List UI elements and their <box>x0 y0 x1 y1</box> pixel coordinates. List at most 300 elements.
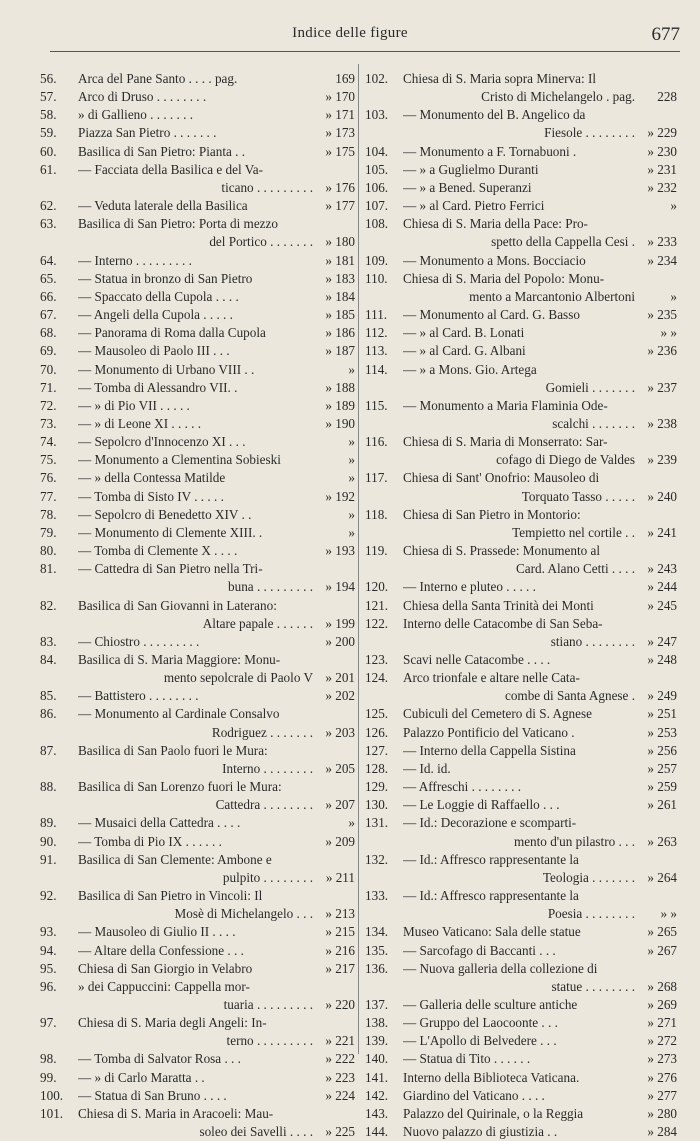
entry-title: Arca del Pane Santo . . . . pag. <box>78 71 238 86</box>
entry-title-continuation: Altare papale . . . . . . <box>202 615 313 631</box>
entry-number: 110. <box>365 270 388 286</box>
entry-page-ref: 228 <box>657 89 677 105</box>
index-entry <box>40 161 355 197</box>
entry-number: 103. <box>365 107 389 123</box>
entry-number: 112. <box>365 325 388 341</box>
index-entry <box>40 397 355 415</box>
entry-page-ref: » 207 <box>325 797 355 813</box>
entry-title-continuation: spetto della Cappella Cesi . <box>491 234 635 250</box>
entry-title: — Cattedra di San Pietro nella Tri- <box>78 561 263 577</box>
entry-title-continuation: Teologia . . . . . . . <box>542 869 635 885</box>
entry-page-ref: » 261 <box>647 797 677 813</box>
entry-number: 141. <box>365 1069 389 1085</box>
entry-number: 120. <box>365 579 389 595</box>
entry-page-ref: » <box>348 470 355 486</box>
column-divider <box>358 64 359 1054</box>
entry-number: 60. <box>40 143 57 159</box>
index-entry <box>40 923 355 941</box>
index-entry <box>365 996 677 1014</box>
entry-title-continuation: terno . . . . . . . . . <box>226 1033 313 1049</box>
entry-title: — Sepolcro d'Innocenzo XI . . . <box>78 434 246 450</box>
entry-number: 100. <box>40 1087 64 1103</box>
entry-page-ref: » 236 <box>647 343 677 359</box>
entry-title-continuation: Poesia . . . . . . . . <box>547 906 635 922</box>
entry-page-ref: » 223 <box>325 1069 355 1085</box>
index-entry <box>40 342 355 360</box>
entry-number: 121. <box>365 597 389 613</box>
entry-title: Chiesa di S. Maria sopra Minerva: Il <box>403 71 597 86</box>
entry-title: — Id.: Affresco rappresentante la <box>403 851 579 867</box>
index-entry <box>365 161 677 179</box>
index-entry <box>40 542 355 560</box>
entry-title: Chiesa di S. Maria della Pace: Pro- <box>403 216 588 232</box>
entry-title: — Spaccato della Cupola . . . . <box>78 288 239 304</box>
entry-page-ref: » 249 <box>647 688 677 704</box>
entry-page-ref: » 247 <box>647 633 677 649</box>
entry-number: 134. <box>365 924 389 940</box>
entry-title: Basilica di San Lorenzo fuori le Mura: <box>78 779 282 795</box>
index-entry <box>40 306 355 324</box>
entry-page-ref: » 241 <box>647 524 677 540</box>
entry-page-ref: » 256 <box>647 742 677 758</box>
entry-number: 70. <box>40 361 57 377</box>
entry-number: 69. <box>40 343 57 359</box>
entry-number: 68. <box>40 325 57 341</box>
index-entry <box>40 70 355 88</box>
entry-title: — » a Bened. Superanzi <box>403 179 532 195</box>
entry-title-continuation: Tempietto nel cortile . . <box>512 524 635 540</box>
entry-title-continuation: Fiesole . . . . . . . . <box>544 125 635 141</box>
index-entry <box>40 960 355 978</box>
entry-title-continuation: soleo dei Savelli . . . . <box>199 1124 313 1140</box>
index-entry <box>365 469 677 505</box>
entry-number: 107. <box>365 198 389 214</box>
index-entry <box>365 252 677 270</box>
entry-title: — Tomba di Alessandro VII. . <box>78 379 238 395</box>
entry-page-ref: » 248 <box>647 652 677 667</box>
entry-page-ref: » 193 <box>325 543 355 559</box>
entry-title: Basilica di San Pietro: Porta di mezzo <box>78 216 278 232</box>
entry-number: 80. <box>40 543 57 559</box>
index-entry <box>365 960 677 996</box>
index-entry <box>40 687 355 705</box>
entry-page-ref: » 194 <box>325 579 355 595</box>
entry-title: Interno della Biblioteca Vaticana. <box>403 1069 580 1085</box>
entry-title: Arco di Druso . . . . . . . . <box>78 89 207 105</box>
index-entry <box>365 197 677 215</box>
index-column-right <box>365 70 677 1141</box>
entry-number: 126. <box>365 724 389 740</box>
index-entry <box>365 106 677 142</box>
entry-page-ref: » 175 <box>325 143 355 159</box>
entry-page-ref: » 269 <box>647 996 677 1012</box>
entry-number: 98. <box>40 1051 57 1067</box>
entry-page-ref: » 233 <box>647 234 677 250</box>
index-entry <box>365 1105 677 1123</box>
index-entry <box>40 1105 355 1141</box>
entry-number: 133. <box>365 888 389 904</box>
entry-title: Basilica di S. Maria Maggiore: Monu- <box>78 652 281 667</box>
entry-number: 89. <box>40 815 57 831</box>
entry-title: Palazzo del Quirinale, o la Reggia <box>403 1105 584 1121</box>
entry-title: — Interno . . . . . . . . . <box>78 252 192 268</box>
entry-number: 102. <box>365 71 389 86</box>
entry-page-ref: » 265 <box>647 924 677 940</box>
index-entry <box>365 215 677 251</box>
index-entry <box>365 270 677 306</box>
entry-number: 132. <box>365 851 389 867</box>
index-entry <box>365 923 677 941</box>
entry-number: 114. <box>365 361 388 377</box>
entry-title: — » al Card. B. Lonati <box>403 325 525 341</box>
entry-number: 61. <box>40 161 57 177</box>
entry-title: — Monumento a F. Tornabuoni . <box>403 143 577 159</box>
entry-page-ref: » <box>670 198 677 214</box>
entry-number: 118. <box>365 506 388 522</box>
index-entry <box>365 70 677 106</box>
entry-page-ref: » 215 <box>325 924 355 940</box>
entry-page-ref: » 267 <box>647 942 677 958</box>
entry-number: 57. <box>40 89 57 105</box>
entry-title: Basilica di San Giovanni in Laterano: <box>78 597 277 613</box>
entry-title: — Facciata della Basilica e del Va- <box>78 161 264 177</box>
entry-number: 93. <box>40 924 57 940</box>
entry-title: — » di Carlo Maratta . . <box>78 1069 205 1085</box>
entry-number: 58. <box>40 107 57 123</box>
entry-page-ref: » » <box>660 906 677 922</box>
entry-page-ref: » 202 <box>325 688 355 704</box>
entry-number: 125. <box>365 706 389 722</box>
index-entry <box>40 288 355 306</box>
entry-title: — Altare della Confessione . . . <box>78 942 244 958</box>
entry-page-ref: » 235 <box>647 307 677 323</box>
entry-page-ref: » 209 <box>325 833 355 849</box>
entry-title-continuation: Torquato Tasso . . . . . <box>521 488 635 504</box>
entry-page-ref: » 203 <box>325 724 355 740</box>
entry-title: — Monumento del B. Angelico da <box>403 107 586 123</box>
entry-number: 130. <box>365 797 389 813</box>
entry-title: — Chiostro . . . . . . . . . <box>78 633 200 649</box>
entry-page-ref: » 225 <box>325 1124 355 1140</box>
entry-number: 82. <box>40 597 57 613</box>
index-entry <box>40 978 355 1014</box>
index-entry <box>40 560 355 596</box>
index-entry <box>40 415 355 433</box>
entry-number: 79. <box>40 524 57 540</box>
index-entry <box>40 143 355 161</box>
index-entry <box>365 705 677 723</box>
entry-number: 122. <box>365 615 389 631</box>
entry-title: Piazza San Pietro . . . . . . . <box>78 125 217 141</box>
entry-title: — Statua di Tito . . . . . . <box>403 1051 531 1067</box>
index-entry <box>40 597 355 633</box>
entry-title: — Monumento a Mons. Bocciacio <box>403 252 586 268</box>
index-entry <box>40 106 355 124</box>
entry-page-ref: » 190 <box>325 415 355 431</box>
entry-title: — » della Contessa Matilde <box>78 470 226 486</box>
entry-number: 94. <box>40 942 57 958</box>
entry-title-continuation: tuaria . . . . . . . . . <box>223 996 313 1012</box>
entry-page-ref: » 268 <box>647 978 677 994</box>
entry-title: — Battistero . . . . . . . . <box>78 688 199 704</box>
page-header <box>0 0 700 52</box>
entry-page-ref: » 176 <box>325 179 355 195</box>
entry-title: — Monumento a Maria Flaminia Ode- <box>403 397 608 413</box>
entry-page-ref: » 224 <box>325 1087 355 1103</box>
entry-number: 87. <box>40 742 57 758</box>
entry-title-continuation: Card. Alano Cetti . . . . <box>515 561 635 577</box>
entry-page-ref: » 251 <box>647 706 677 722</box>
entry-page-ref: » 185 <box>325 307 355 323</box>
entry-number: 95. <box>40 960 57 976</box>
index-entry <box>40 1069 355 1087</box>
entry-page-ref: » 192 <box>325 488 355 504</box>
entry-page-ref: » 244 <box>647 579 677 595</box>
entry-page-ref: » 217 <box>325 960 355 976</box>
entry-number: 128. <box>365 760 389 776</box>
entry-number: 136. <box>365 960 389 976</box>
entry-page-ref: » 201 <box>325 670 355 686</box>
entry-page-ref: » <box>348 815 355 831</box>
entry-page-ref: » <box>348 524 355 540</box>
entry-title: — Monumento a Clementina Sobieski <box>78 452 281 468</box>
entry-title-continuation: pulpito . . . . . . . . <box>222 869 313 885</box>
entry-page-ref: » 229 <box>647 125 677 141</box>
index-entry <box>365 342 677 360</box>
index-entry <box>365 1069 677 1087</box>
entry-number: 105. <box>365 161 389 177</box>
entry-title: Chiesa di Sant' Onofrio: Mausoleo di <box>403 470 600 486</box>
entry-page-ref: » 183 <box>325 270 355 286</box>
entry-title: — Affreschi . . . . . . . . <box>403 779 522 795</box>
entry-title: Nuovo palazzo di giustizia . . <box>403 1124 558 1140</box>
index-entry <box>365 615 677 651</box>
index-entry <box>40 506 355 524</box>
entry-number: 142. <box>365 1087 389 1103</box>
entry-number: 123. <box>365 652 389 667</box>
entry-title: — Monumento al Card. G. Basso <box>403 307 580 323</box>
entry-title-continuation: del Portico . . . . . . . <box>209 234 313 250</box>
entry-number: 111. <box>365 307 388 323</box>
entry-number: 74. <box>40 434 57 450</box>
entry-number: 106. <box>365 179 389 195</box>
entry-title-continuation: mento sepolcrale di Paolo V <box>163 670 313 686</box>
entry-title: — Sarcofago di Baccanti . . . <box>403 942 556 958</box>
entry-number: 56. <box>40 71 57 86</box>
entry-title: — » al Card. G. Albani <box>403 343 526 359</box>
entry-page-ref: » 277 <box>647 1087 677 1103</box>
index-entry <box>365 851 677 887</box>
index-entry <box>40 1050 355 1068</box>
entry-title: — » al Card. Pietro Ferrici <box>403 198 545 214</box>
entry-page-ref: » 253 <box>647 724 677 740</box>
entry-number: 140. <box>365 1051 389 1067</box>
entry-number: 83. <box>40 633 57 649</box>
index-entry <box>365 1014 677 1032</box>
entry-title-continuation: combe di Santa Agnese . <box>504 688 635 704</box>
index-entry <box>365 1032 677 1050</box>
index-entry <box>365 597 677 615</box>
index-entry <box>40 778 355 814</box>
index-entry <box>365 542 677 578</box>
entry-page-ref: » <box>670 288 677 304</box>
index-entry <box>365 887 677 923</box>
entry-title: — » di Leone XI . . . . . <box>78 415 202 431</box>
entry-number: 135. <box>365 942 389 958</box>
entry-number: 116. <box>365 434 388 450</box>
entry-title-continuation: buna . . . . . . . . . <box>228 579 313 595</box>
entry-title: — » a Guglielmo Duranti <box>403 161 539 177</box>
entry-number: 90. <box>40 833 57 849</box>
entry-page-ref: » 213 <box>325 906 355 922</box>
entry-title: — Monumento di Clemente XIII. . <box>78 524 263 540</box>
index-entry <box>365 778 677 796</box>
entry-title: — Panorama di Roma dalla Cupola <box>78 325 266 341</box>
entry-number: 139. <box>365 1033 389 1049</box>
index-entry <box>40 633 355 651</box>
entry-page-ref: » <box>348 452 355 468</box>
entry-number: 131. <box>365 815 389 831</box>
entry-page-ref: » 211 <box>325 869 355 885</box>
index-entry <box>40 488 355 506</box>
entry-title: — Interno e pluteo . . . . . <box>403 579 536 595</box>
entry-title: Interno delle Catacombe di San Seba- <box>403 615 603 631</box>
entry-number: 91. <box>40 851 57 867</box>
entry-title: Chiesa di San Pietro in Montorio: <box>403 506 581 522</box>
entry-number: 137. <box>365 996 389 1012</box>
index-entry <box>40 651 355 687</box>
entry-number: 104. <box>365 143 389 159</box>
entry-page-ref: » 199 <box>325 615 355 631</box>
entry-number: 127. <box>365 742 389 758</box>
entry-number: 115. <box>365 397 388 413</box>
entry-page-ref: » 240 <box>647 488 677 504</box>
entry-number: 88. <box>40 779 57 795</box>
index-entry <box>40 433 355 451</box>
entry-page-ref: » 177 <box>325 198 355 214</box>
entry-title: — Mausoleo di Giulio II . . . . <box>78 924 236 940</box>
entry-number: 76. <box>40 470 57 486</box>
entry-title: — Musaici della Cattedra . . . . <box>78 815 241 831</box>
entry-page-ref: » <box>348 361 355 377</box>
entry-number: 143. <box>365 1105 389 1121</box>
index-entry <box>40 1014 355 1050</box>
index-entry <box>365 1050 677 1068</box>
entry-title-continuation: ticano . . . . . . . . . <box>221 179 313 195</box>
entry-title: — Monumento al Cardinale Consalvo <box>78 706 280 722</box>
entry-page-ref: » 284 <box>647 1124 677 1140</box>
entry-title: — Id.: Affresco rappresentante la <box>403 888 579 904</box>
entry-title: — Le Loggie di Raffaello . . . <box>403 797 560 813</box>
entry-page-ref: » 170 <box>325 89 355 105</box>
entry-page-ref: » 221 <box>325 1033 355 1049</box>
entry-title: — Gruppo del Laocoonte . . . <box>403 1015 558 1031</box>
entry-title: Chiesa di San Giorgio in Velabro <box>78 960 253 976</box>
index-entry <box>365 306 677 324</box>
entry-title: Chiesa di S. Maria di Monserrato: Sar- <box>403 434 608 450</box>
entry-title: Arco trionfale e altare nelle Cata- <box>403 670 580 686</box>
entry-title: Scavi nelle Catacombe . . . . <box>403 652 551 667</box>
entry-title: Basilica di San Paolo fuori le Mura: <box>78 742 268 758</box>
entry-number: 75. <box>40 452 57 468</box>
page-title: Indice delle figure <box>292 25 408 41</box>
index-entry <box>365 796 677 814</box>
entry-title: Chiesa di S. Prassede: Monumento al <box>403 543 601 559</box>
entry-title: — Statua di San Bruno . . . . <box>78 1087 227 1103</box>
entry-title: — Sepolcro di Benedetto XIV . . <box>78 506 252 522</box>
entry-title: Chiesa di S. Maria in Aracoeli: Mau- <box>78 1105 274 1121</box>
entry-page-ref: » 264 <box>647 869 677 885</box>
entry-page-ref: » » <box>660 325 677 341</box>
index-entry <box>365 742 677 760</box>
index-entry <box>40 270 355 288</box>
entry-title: — » di Pio VII . . . . . <box>78 397 190 413</box>
entry-page-ref: » 237 <box>647 379 677 395</box>
entry-number: 78. <box>40 506 57 522</box>
index-entry <box>365 397 677 433</box>
entry-number: 129. <box>365 779 389 795</box>
entry-page-ref: » 205 <box>325 760 355 776</box>
entry-page-ref: » 276 <box>647 1069 677 1085</box>
index-entry <box>40 124 355 142</box>
entry-page-ref: » 188 <box>325 379 355 395</box>
entry-title: — Id.: Decorazione e scomparti- <box>403 815 577 831</box>
entry-title-continuation: stiano . . . . . . . . <box>550 633 635 649</box>
entry-number: 138. <box>365 1015 389 1031</box>
entry-number: 62. <box>40 198 57 214</box>
entry-title: Basilica di San Pietro: Pianta . . <box>78 143 246 159</box>
entry-title: — Tomba di Pio IX . . . . . . <box>78 833 222 849</box>
entry-page-ref: » 222 <box>325 1051 355 1067</box>
header-rule <box>50 51 680 52</box>
index-entry <box>40 324 355 342</box>
entry-number: 108. <box>365 216 389 232</box>
entry-title: Basilica di San Clemente: Ambone e <box>78 851 272 867</box>
entry-page-ref: » 280 <box>647 1105 677 1121</box>
index-entry <box>365 433 677 469</box>
entry-title: Palazzo Pontificio del Vaticano . <box>403 724 575 740</box>
index-entry <box>365 724 677 742</box>
entry-page-ref: » 186 <box>325 325 355 341</box>
index-entry <box>365 1087 677 1105</box>
entry-page-ref: » 259 <box>647 779 677 795</box>
entry-title: Museo Vaticano: Sala delle statue <box>403 924 581 940</box>
index-entry <box>365 361 677 397</box>
entry-title: — Angeli della Cupola . . . . . <box>78 307 233 323</box>
entry-number: 113. <box>365 343 388 359</box>
index-entry <box>40 524 355 542</box>
index-entry <box>365 760 677 778</box>
entry-page-ref: » <box>348 506 355 522</box>
entry-number: 92. <box>40 888 57 904</box>
entry-title: » di Gallieno . . . . . . . <box>78 107 194 123</box>
index-entry <box>40 814 355 832</box>
entry-page-ref: » 234 <box>647 252 677 268</box>
entry-number: 101. <box>40 1105 64 1121</box>
entry-page-ref: » 173 <box>325 125 355 141</box>
index-entry <box>40 833 355 851</box>
entry-page-ref: 169 <box>335 71 355 86</box>
entry-title: Chiesa di S. Maria degli Angeli: In- <box>78 1015 267 1031</box>
entry-page-ref: » 245 <box>647 597 677 613</box>
index-entry <box>40 469 355 487</box>
entry-number: 84. <box>40 652 57 667</box>
entry-number: 81. <box>40 561 57 577</box>
entry-title: » dei Cappuccini: Cappella mor- <box>78 978 250 994</box>
entry-number: 144. <box>365 1124 389 1140</box>
entry-title: — Nuova galleria della collezione di <box>403 960 598 976</box>
entry-title: Chiesa della Santa Trinità dei Monti <box>403 597 594 613</box>
